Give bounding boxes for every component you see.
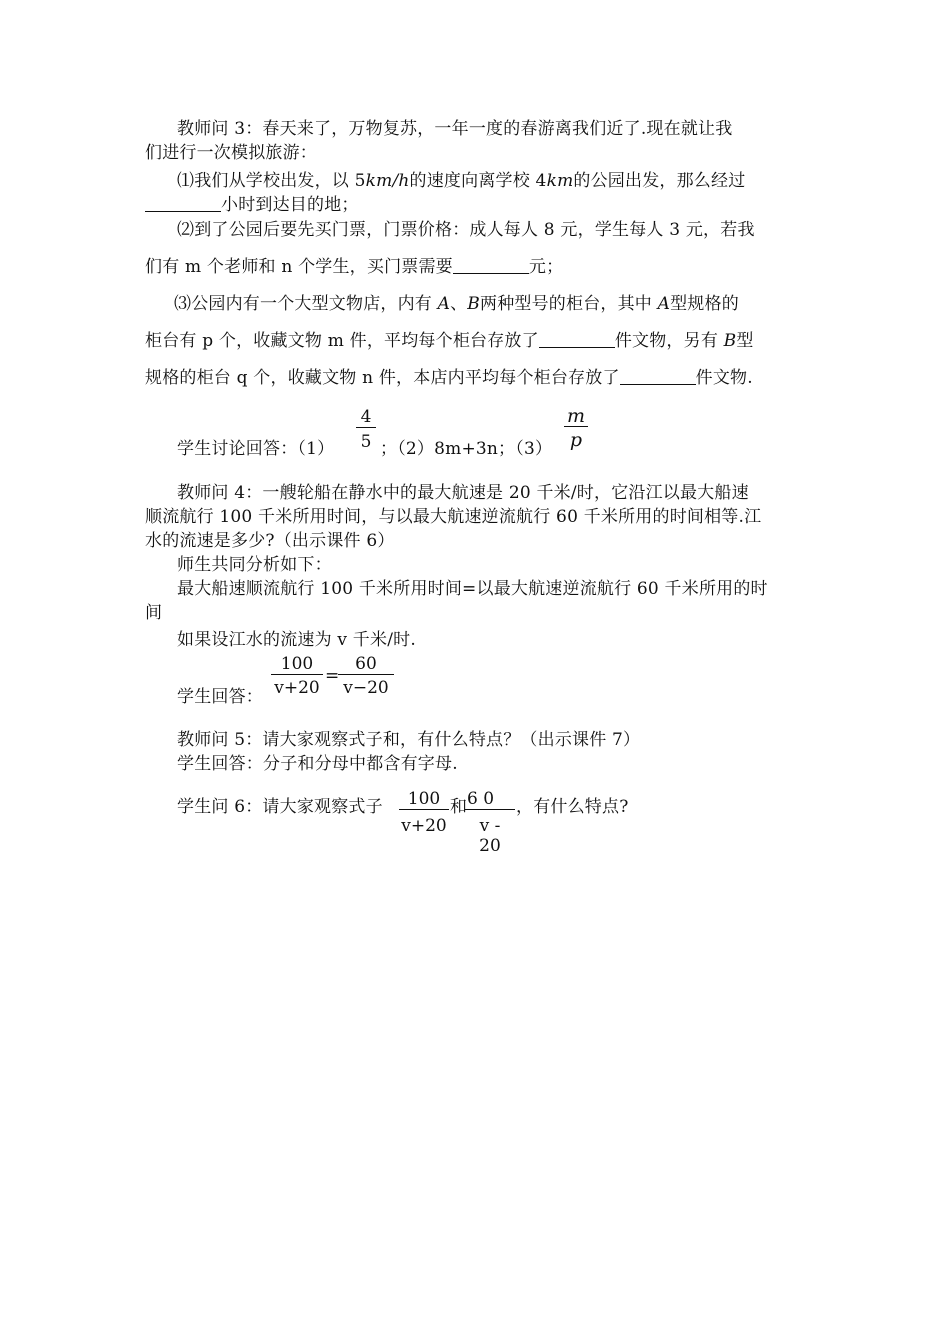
denominator: v+20 — [271, 674, 323, 698]
text: 件文物. — [695, 368, 753, 388]
equation-lhs-fraction — [271, 654, 323, 698]
text: 件文物，另有 — [614, 331, 724, 351]
text: 柜台有 p 个，收藏文物 m 件，平均每个柜台存放了 — [145, 331, 539, 351]
q3-part3-line3 — [145, 367, 753, 389]
answer1-rest: ；（2）8m+3n；（3） — [380, 439, 553, 459]
answer1-lead: 学生讨论回答：（1） — [177, 439, 335, 459]
answer2-lead: 学生回答： — [177, 687, 263, 707]
q3-line2: 们进行一次模拟旅游： — [145, 143, 317, 163]
q3-line1: 教师问 3：春天来了，万物复苏，一年一度的春游离我们近了.现在就让我 — [177, 119, 733, 139]
q3-part1-line2 — [145, 194, 359, 216]
text: 型 — [736, 331, 754, 351]
text: 型规格的 — [670, 294, 739, 314]
denominator: v - 20 — [465, 809, 515, 856]
q4-line2: 顺流航行 100 千米所用时间，与以最大航速逆流航行 60 千米所用的时间相等.江 — [145, 507, 762, 527]
q6-lead: 学生问 6：请大家观察式子 — [177, 797, 383, 817]
q4-line4: 师生共同分析如下： — [177, 555, 332, 575]
text: 的速度向离学校 4 — [409, 171, 547, 191]
numerator: 100 — [407, 789, 441, 809]
q3-part2-line1: ⑵到了公园后要先买门票，门票价格：成人每人 8 元，学生每人 3 元，若我 — [177, 220, 755, 240]
text: 们有 m 个老师和 n 个学生，买门票需要 — [145, 257, 453, 277]
q3-part1-line — [177, 170, 745, 192]
numerator: 100 — [280, 654, 314, 674]
unit-distance: km — [546, 171, 574, 191]
text: ⑴我们从学校出发，以 5 — [177, 171, 366, 191]
q6-fraction-1 — [399, 789, 449, 836]
var-A: A — [657, 294, 671, 314]
q4-line6: 间 — [145, 603, 163, 623]
equation-rhs-fraction — [338, 654, 394, 698]
text: 元； — [528, 257, 564, 277]
numerator: 6 0 — [467, 789, 495, 809]
q3-part3-line2 — [145, 330, 754, 352]
q4-line5: 最大船速顺流航行 100 千米所用时间=以最大航速逆流航行 60 千米所用的时 — [177, 579, 768, 599]
denominator: p — [564, 426, 588, 450]
answer-blank[interactable] — [453, 257, 529, 274]
denominator: v−20 — [338, 674, 394, 698]
numerator: 60 — [355, 654, 377, 674]
var-B: B — [467, 294, 480, 314]
numerator: m — [566, 405, 586, 427]
denominator: 5 — [356, 427, 376, 452]
q5-line1: 教师问 5：请大家观察式子和，有什么特点？（出示课件 7） — [177, 730, 641, 750]
q3-part3-line1 — [174, 293, 739, 315]
denominator: v+20 — [399, 809, 449, 836]
fraction-4-5 — [356, 407, 376, 452]
q6-mid: 和 — [450, 797, 468, 817]
text: 小时到达目的地； — [221, 195, 359, 215]
q4-line7: 如果设江水的流速为 v 千米/时. — [177, 630, 416, 650]
numerator: 4 — [360, 407, 372, 427]
q5-line2: 学生回答：分子和分母中都含有字母. — [177, 754, 458, 774]
q3-part2-line2 — [145, 256, 563, 278]
text: 规格的柜台 q 个，收藏文物 n 件，本店内平均每个柜台存放了 — [145, 368, 620, 388]
answer-blank[interactable] — [145, 195, 221, 212]
answer-blank[interactable] — [620, 368, 696, 385]
answer-blank[interactable] — [539, 331, 615, 348]
var-B: B — [723, 331, 737, 351]
fraction-m-p — [564, 406, 588, 450]
text: ⑶公园内有一个大型文物店，内有 — [174, 294, 438, 314]
var-A: A — [437, 294, 451, 314]
q6-fraction-2 — [465, 789, 515, 856]
q6-tail: ，有什么特点? — [516, 797, 629, 817]
text: 的公园出发，那么经过 — [573, 171, 746, 191]
unit-speed: km/h — [365, 171, 410, 191]
text: 、 — [450, 294, 468, 314]
q4-line1: 教师问 4：一艘轮船在静水中的最大航速是 20 千米/时，它沿江以最大船速 — [177, 483, 749, 503]
equals-sign: = — [325, 666, 340, 686]
q4-line3: 水的流速是多少?（出示课件 6） — [145, 531, 395, 551]
text: 两种型号的柜台，其中 — [480, 294, 658, 314]
